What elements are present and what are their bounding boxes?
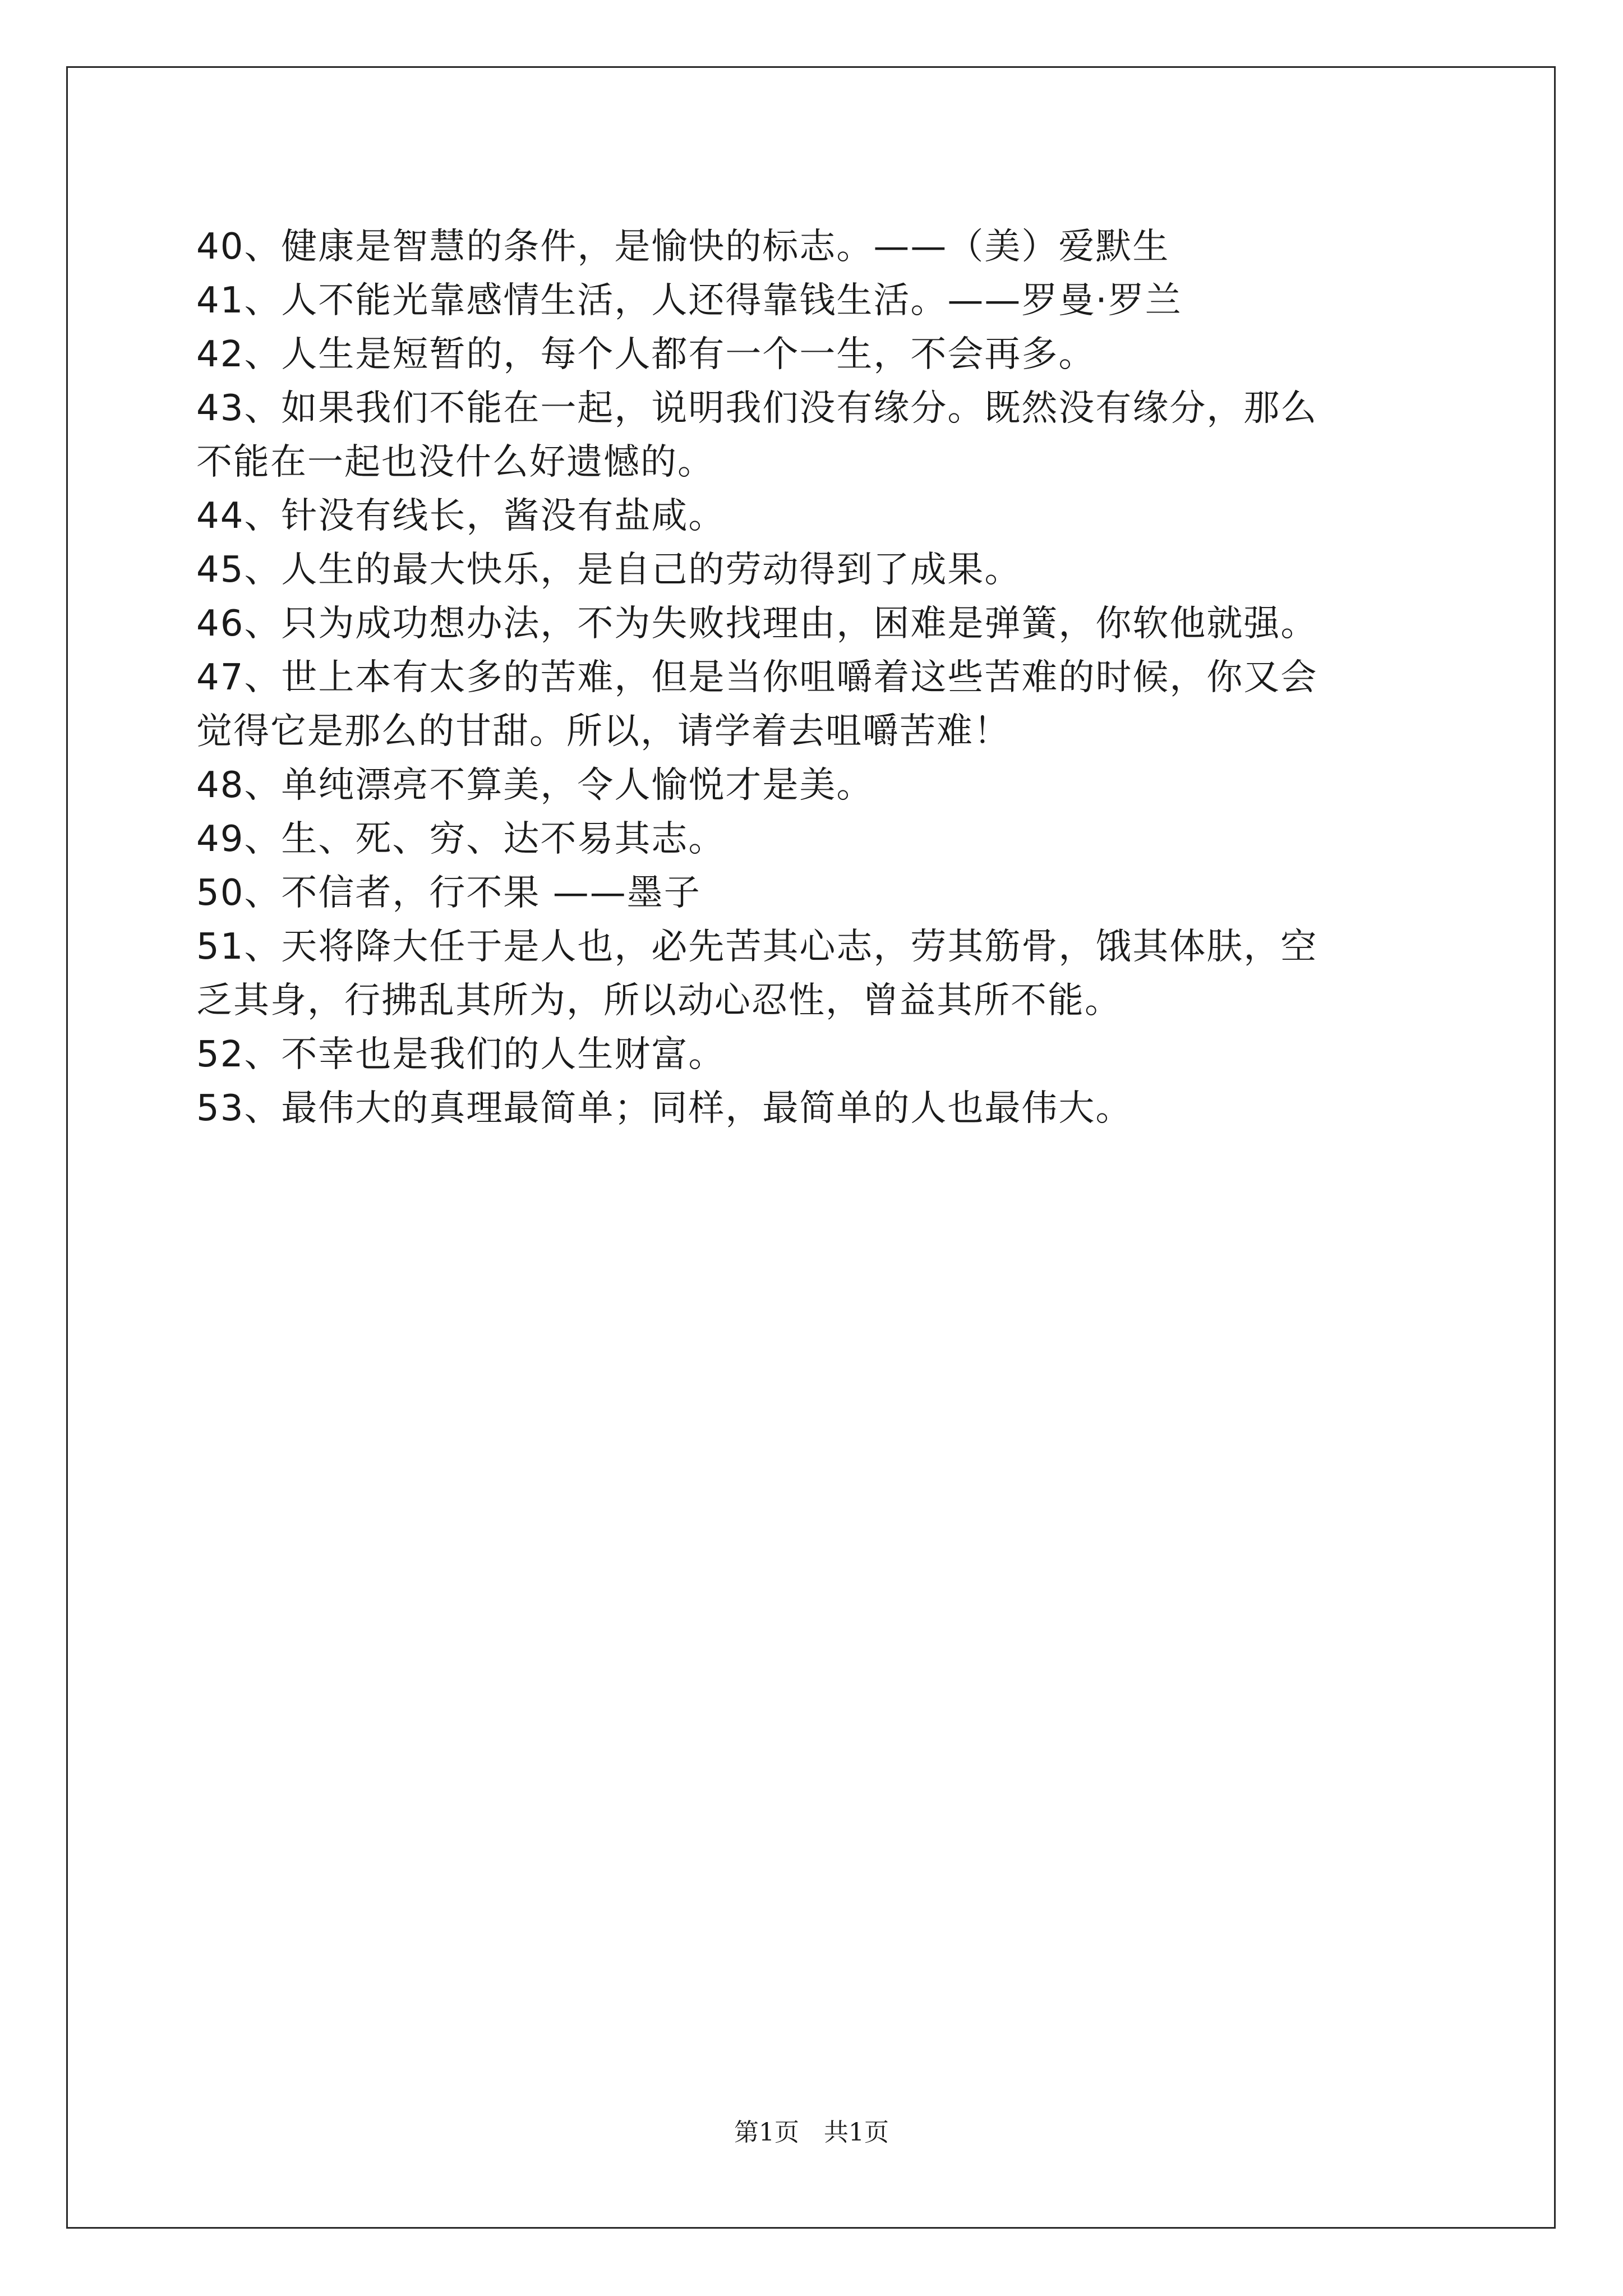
quote-line-51: 51、天将降大任于是人也，必先苦其心志，劳其筋骨，饿其体肤，空 bbox=[196, 926, 1318, 968]
page-footer bbox=[0, 2112, 1623, 2148]
quote-line-41: 41、人不能光靠感情生活，人还得靠钱生活。——罗曼·罗兰 bbox=[196, 280, 1182, 321]
quote-line-45: 45、人生的最大快乐，是自己的劳动得到了成果。 bbox=[196, 549, 1022, 591]
quote-line-50: 50、不信者，行不果 ——墨子 bbox=[196, 872, 701, 914]
page-number: 第1页 bbox=[734, 2118, 799, 2147]
quote-line-42: 42、人生是短暂的，每个人都有一个一生，不会再多。 bbox=[196, 334, 1096, 375]
quote-line-49: 49、生、死、穷、达不易其志。 bbox=[196, 818, 726, 860]
document-body bbox=[196, 220, 1464, 1135]
quote-line-40: 40、健康是智慧的条件，是愉快的标志。——（美）爱默生 bbox=[196, 226, 1170, 268]
quote-line-47: 47、世上本有太多的苦难，但是当你咀嚼着这些苦难的时候，你又会 bbox=[196, 657, 1318, 698]
quote-line-53: 53、最伟大的真理最简单；同样，最简单的人也最伟大。 bbox=[196, 1088, 1133, 1129]
quote-line-46: 46、只为成功想办法，不为失败找理由，困难是弹簧，你软他就强。 bbox=[196, 603, 1318, 645]
quote-line-44: 44、针没有线长，酱没有盐咸。 bbox=[196, 495, 726, 537]
quote-line-52: 52、不幸也是我们的人生财富。 bbox=[196, 1034, 726, 1075]
quote-line-47-cont: 觉得它是那么的甘甜。所以，请学着去咀嚼苦难！ bbox=[196, 711, 1011, 752]
page-total: 共1页 bbox=[824, 2118, 889, 2147]
quote-line-43-cont: 不能在一起也没什么好遗憾的。 bbox=[196, 441, 714, 483]
quote-line-48: 48、单纯漂亮不算美，令人愉悦才是美。 bbox=[196, 765, 874, 806]
quote-line-51-cont: 乏其身，行拂乱其所为，所以动心忍性，曾益其所不能。 bbox=[196, 980, 1122, 1022]
quote-line-43: 43、如果我们不能在一起，说明我们没有缘分。既然没有缘分，那么 bbox=[196, 388, 1318, 429]
